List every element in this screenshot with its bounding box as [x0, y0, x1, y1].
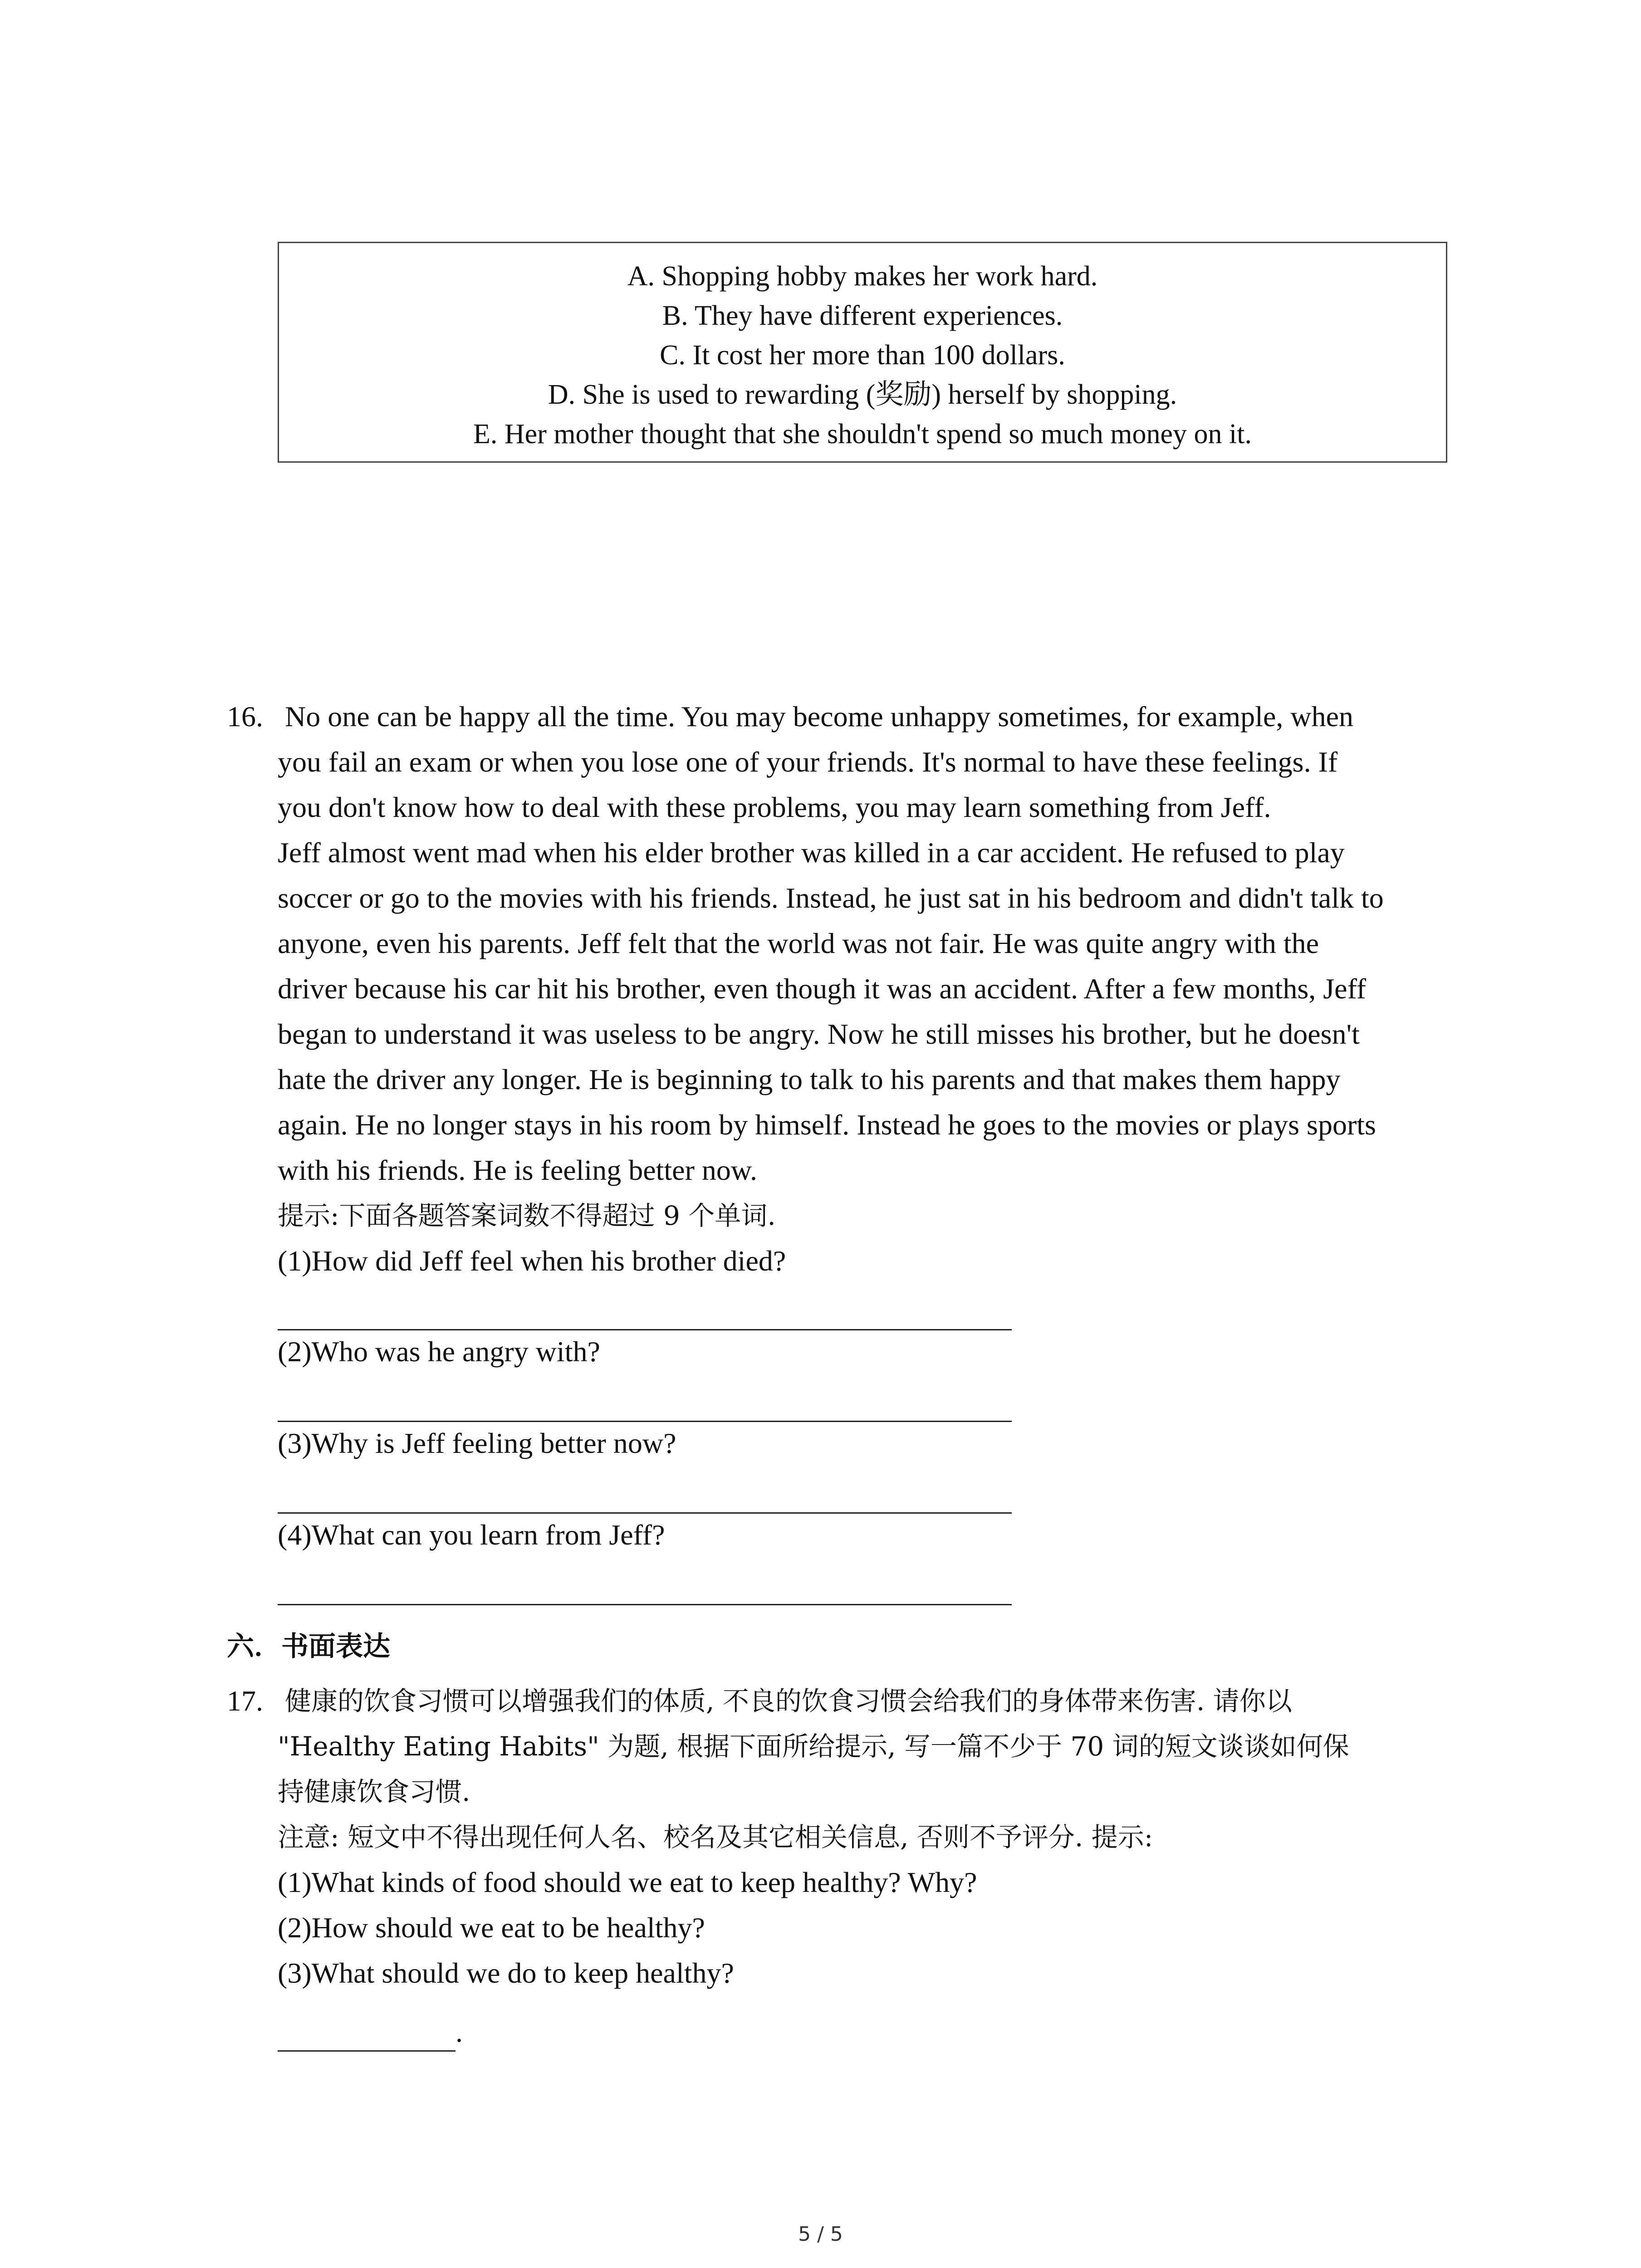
q16-passage-line: with his friends. He is feeling better now. [278, 1154, 757, 1186]
q16-passage-line: you fail an exam or when you lose one of your friends. It's normal to have these feelings. If [278, 746, 1338, 778]
q16-question-1: (1)How did Jeff feel when his brother died? [278, 1245, 786, 1277]
q17-prompt-2: (2)How should we eat to be healthy? [278, 1911, 705, 1944]
q17-note: 注意: 短文中不得出现任何人名、校名及其它相关信息, 否则不予评分. 提示: [278, 1822, 1153, 1853]
q16-passage-line: hate the driver any longer. He is beginning to talk to his parents and that makes them happy [278, 1063, 1341, 1095]
q16-passage-line: again. He no longer stays in his room by himself. Instead he goes to the movies or plays sports [278, 1109, 1376, 1141]
q17-instruction-line: 健康的饮食习惯可以增强我们的体质, 不良的饮食习惯会给我们的身体带来伤害. 请你以 [285, 1686, 1292, 1716]
q16-passage-line: soccer or go to the movies with his friends. Instead, he just sat in his bedroom and didn't talk to [278, 882, 1384, 914]
answer-line-4[interactable] [278, 1604, 1012, 1605]
option-e: E. Her mother thought that she shouldn't spend so much money on it. [473, 419, 1252, 450]
q16-passage-line: began to understand it was useless to be angry. Now he still misses his brother, but he doesn't [278, 1018, 1360, 1050]
option-a: A. Shopping hobby makes her work hard. [627, 261, 1098, 292]
q17-prompt-3: (3)What should we do to keep healthy? [278, 1957, 734, 1989]
q17-prompt-1: (1)What kinds of food should we eat to keep healthy? Why? [278, 1866, 977, 1898]
section-6-title: 六．书面表达 [227, 1631, 390, 1662]
option-c: C. It cost her more than 100 dollars. [660, 340, 1065, 371]
q17-instruction-line: "Healthy Eating Habits" 为题, 根据下面所给提示, 写一篇不少于 70 词的短文谈谈如何保 [278, 1731, 1349, 1762]
q16-passage-line: Jeff almost went mad when his elder brother was killed in a car accident. He refused to play [278, 836, 1345, 869]
q16-question-4: (4)What can you learn from Jeff? [278, 1519, 665, 1551]
q16-passage-line: anyone, even his parents. Jeff felt that the world was not fair. He was quite angry with the [278, 927, 1319, 959]
q16-question-3: (3)Why is Jeff feeling better now? [278, 1427, 676, 1459]
page-number: 5 / 5 [798, 2223, 843, 2246]
q17-instruction-line: 持健康饮食习惯. [278, 1776, 470, 1807]
question-17-number: 17. [227, 1685, 263, 1717]
q16-hint: 提示:下面各题答案词数不得超过 9 个单词. [278, 1200, 776, 1231]
question-16-number: 16. [227, 700, 263, 733]
essay-title-blank[interactable] [278, 2050, 456, 2052]
q16-passage-line: No one can be happy all the time. You may become unhappy sometimes, for example, when [285, 700, 1353, 733]
essay-blank-period: . [456, 2016, 463, 2048]
q16-passage-line: driver because his car hit his brother, even though it was an accident. After a few months, Jeff [278, 973, 1367, 1005]
option-b: B. They have different experiences. [662, 300, 1063, 331]
options-box [278, 242, 1447, 463]
q16-question-2: (2)Who was he angry with? [278, 1335, 600, 1368]
q16-passage-line: you don't know how to deal with these problems, you may learn something from Jeff. [278, 791, 1271, 823]
option-d: D. She is used to rewarding (奖励) herself by shopping. [548, 379, 1177, 410]
